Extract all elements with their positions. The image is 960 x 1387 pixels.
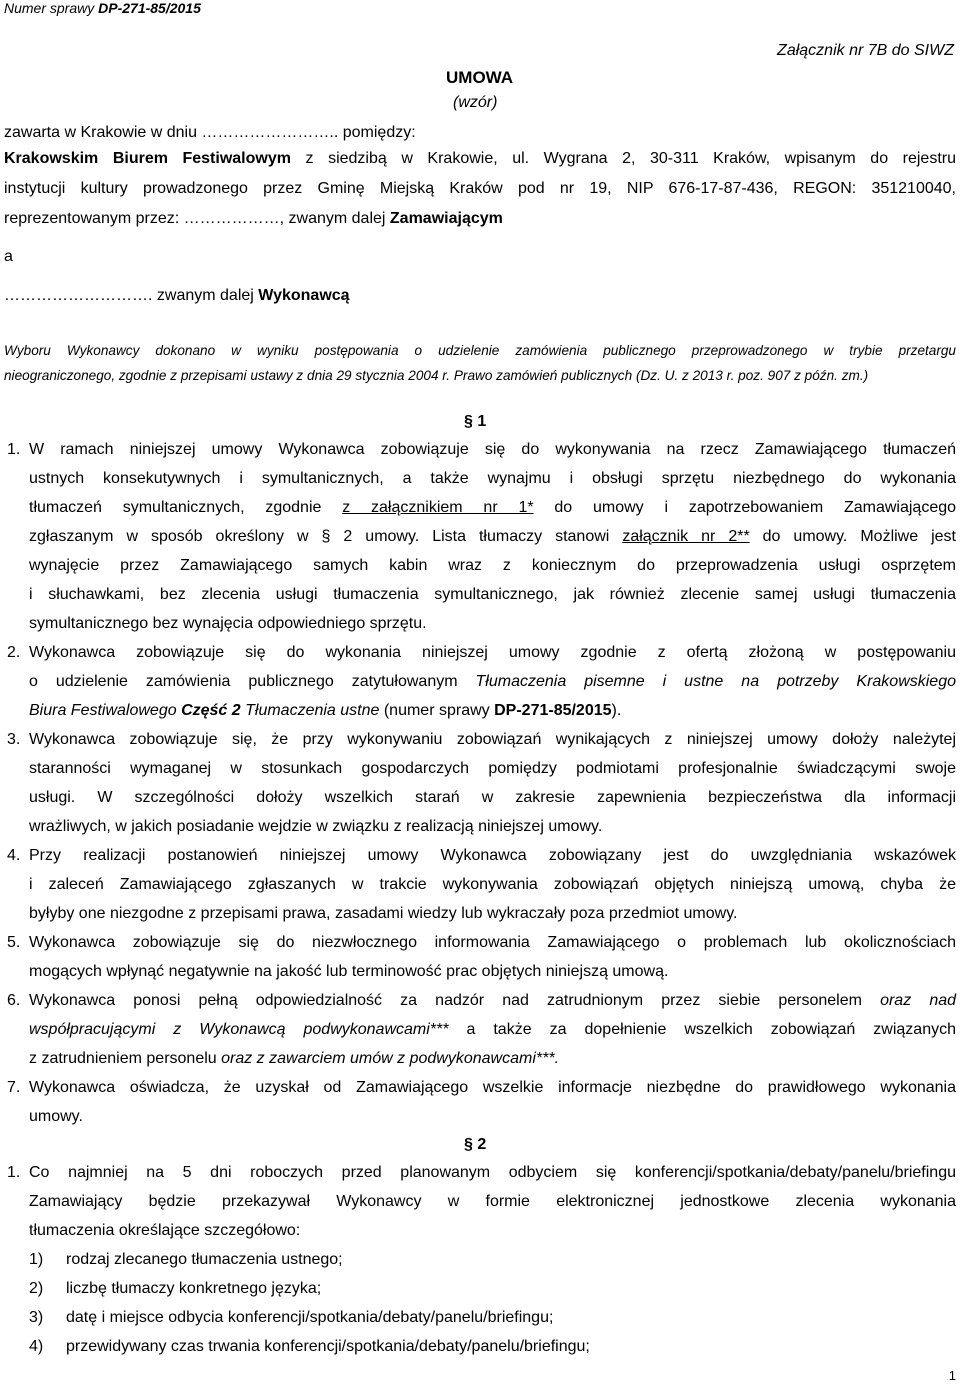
tender-case-number: DP-271-85/2015 (494, 702, 612, 719)
s1-p6-line-2: współpracującymi z Wykonawcą podwykonawcami*** a także za dopełnienie wszelkich zobowiązań związanych (29, 1021, 957, 1038)
list-item-text: przewidywany czas trwania konferencji/spotkania/debaty/panelu/briefingu; (66, 1338, 590, 1355)
selection-note-line-2: nieograniczonego, zgodnie z przepisami ustawy z dnia 29 stycznia 2004 r. Prawo zamówień publicznych (Dz. U. z 2013 r. poz. 907 z późn. zm.) (4, 368, 869, 383)
s2-p1-line-3: tłumaczenia określające szczegółowo: (29, 1222, 301, 1239)
s2-p1-number: 1. (7, 1164, 21, 1181)
section-1-heading: § 1 (464, 413, 487, 430)
s1-p4-number: 4. (7, 847, 21, 864)
s1-p5-line-2: mogących wpłynąć negatywnie na jakość lub terminowość prac objętych niniejszą umową. (29, 963, 669, 980)
s1-p6-number: 6. (7, 992, 21, 1009)
party-role-contractor: Wykonawcą (258, 287, 350, 304)
s1-p6-line-1: Wykonawca ponosi pełną odpowiedzialność za nadzór nad zatrudnionym przez siebie personelem oraz nad (29, 992, 957, 1009)
tender-part: Część 2 (181, 702, 241, 719)
s1-p1-line-3: tłumaczeń symultanicznych, zgodnie z załącznikiem nr 1* do umowy i zapotrzebowaniem Zamawiającego (29, 499, 957, 516)
list-item-text: rodzaj zlecanego tłumaczenia ustnego; (66, 1251, 343, 1268)
party-role-contracting: Zamawiającym (389, 210, 503, 227)
list-item-text: liczbę tłumaczy konkretnego języka; (66, 1280, 322, 1297)
contract-subtitle: (wzór) (453, 94, 498, 111)
s1-p3-line-3: usługi. W szczególności dołoży wszelkich starań w zakresie zapewnienia bezpieczeństwa dla informacji (29, 789, 956, 806)
s1-p3-line-4: wrażliwych, w jakich posiadanie wejdzie w związku z realizacją niniejszej umowy. (29, 818, 603, 835)
list-item (29, 1251, 43, 1269)
intro-line-1: zawarta w Krakowie w dniu …………………….. pomiędzy: (4, 124, 416, 141)
list-item (29, 1309, 43, 1327)
case-number-value: DP-271-85/2015 (98, 0, 201, 16)
s1-p1-line-2: ustnych konsekutywnych i symultanicznych, a także wynajmu i obsługi sprzętu niezbędnego do wykonania (29, 470, 956, 487)
list-item-number: 3) (29, 1309, 44, 1326)
list-item (29, 1280, 43, 1298)
s1-p1-line-6: i słuchawkami, bez zlecenia usługi tłumaczenia symultanicznego, jak również zlecenie samej usługi tłumaczenia (29, 586, 956, 603)
attachment-1-reference: z załącznikiem nr 1* (342, 499, 534, 516)
s1-p4-line-1: Przy realizacji postanowień niniejszej umowy Wykonawca zobowiązany jest do uwzględniania wskazówek (29, 847, 956, 864)
s1-p5-number: 5. (7, 934, 21, 951)
s1-p6-line-3: z zatrudnieniem personelu oraz z zawarciem umów z podwykonawcami***. (29, 1050, 560, 1067)
s1-p3-line-2: staranności wymaganej w stosunkach gospodarczych pomiędzy podmiotami profesjonalnie świadczącymi swoje (29, 760, 956, 777)
section-2-heading: § 2 (464, 1136, 487, 1153)
s1-p1-number: 1. (7, 441, 21, 458)
intro-conjunction: a (4, 248, 13, 265)
s1-p2-number: 2. (7, 644, 21, 661)
case-number-header (4, 0, 201, 16)
s1-p2-line-3: Biura Festiwalowego Część 2 Tłumaczenia ustne (numer sprawy DP-271-85/2015). (29, 702, 622, 719)
s1-p2-line-1: Wykonawca zobowiązuje się do wykonania niniejszej umowy zgodnie z ofertą złożoną w postępowaniu (29, 644, 956, 661)
s1-p3-number: 3. (7, 731, 21, 748)
page-number: 1 (948, 1368, 956, 1383)
s1-p7-number: 7. (7, 1079, 21, 1096)
selection-note-line-1: Wyboru Wykonawcy dokonano w wyniku postępowania o udzielenie zamówienia publicznego przeprowadzonego w trybie przetargu (4, 343, 956, 358)
attachment-2-reference: załącznik nr 2** (622, 528, 750, 545)
s1-p1-line-7: symultanicznego bez wynajęcia odpowiedniego sprzętu. (29, 615, 427, 632)
s1-p1-line-4: zgłaszanym w sposób określony w § 2 umowy. Lista tłumaczy stanowi załącznik nr 2** do umowy. Możliwe jest (29, 528, 957, 545)
intro-line-4: reprezentowanym przez: ………………, zwanym dalej Zamawiającym (4, 210, 503, 227)
s1-p1-line-1: W ramach niniejszej umowy Wykonawca zobowiązuje się do wykonywania na rzecz Zamawiającego tłumaczeń (29, 441, 956, 458)
s1-p3-line-1: Wykonawca zobowiązuje się, że przy wykonywaniu zobowiązań wynikających z niniejszej umowy dołoży należytej (29, 731, 956, 748)
s1-p7-line-1: Wykonawca oświadcza, że uzyskał od Zamawiającego wszelkie informacje niezbędne do prawidłowego wykonania (29, 1079, 956, 1096)
s1-p5-line-1: Wykonawca zobowiązuje się do niezwłocznego informowania Zamawiającego o problemach lub okolicznościach (29, 934, 956, 951)
list-item-number: 2) (29, 1280, 44, 1297)
s2-p1-line-1: Co najmniej na 5 dni roboczych przed planowanym odbyciem się konferencji/spotkania/debaty/panelu/briefingu (29, 1164, 956, 1181)
attachment-label: Załącznik nr 7B do SIWZ (777, 42, 954, 59)
s2-p1-line-2: Zamawiający będzie przekazywał Wykonawcy w formie elektronicznej jednostkowe zlecenia wykonania (29, 1193, 956, 1210)
list-item-number: 4) (29, 1338, 44, 1355)
case-number-label: Numer sprawy (4, 0, 99, 16)
intro-line-2: Krakowskim Biurem Festiwalowym z siedzibą w Krakowie, ul. Wygrana 2, 30-311 Kraków, wpisanym do rejestru (4, 150, 956, 167)
s1-p1-line-5: wynajęcie przez Zamawiającego samych kabin wraz z koniecznym do przeprowadzenia usługi osprzętem (29, 557, 956, 574)
intro-line-5: ………………………. zwanym dalej Wykonawcą (4, 287, 350, 304)
s1-p4-line-2: i zaleceń Zamawiającego zgłaszanych w trakcie wykonywania zobowiązań objętych niniejszą umową, chyba że (29, 876, 956, 893)
s1-p7-line-2: umowy. (29, 1108, 83, 1125)
list-item-text: datę i miejsce odbycia konferencji/spotkania/debaty/panelu/briefingu; (66, 1309, 554, 1326)
s1-p4-line-3: byłyby one niezgodne z przepisami prawa, zasadami wiedzy lub wykraczały poza przedmiot umowy. (29, 905, 738, 922)
intro-line-3: instytucji kultury prowadzonego przez Gminę Miejską Kraków pod nr 19, NIP 676-17-87-436, REGON: 351210040, (4, 180, 956, 197)
s1-p2-line-2: o udzielenie zamówienia publicznego zatytułowanym Tłumaczenia pisemne i ustne na potrzeby Krakowskiego (29, 673, 957, 690)
party-name-contracting: Krakowskim Biurem Festiwalowym (4, 150, 291, 167)
list-item (29, 1338, 43, 1356)
tender-title: Tłumaczenia pisemne i ustne na potrzeby Krakowskiego (475, 673, 957, 690)
contract-title: UMOWA (446, 68, 514, 87)
list-item-number: 1) (29, 1251, 44, 1268)
